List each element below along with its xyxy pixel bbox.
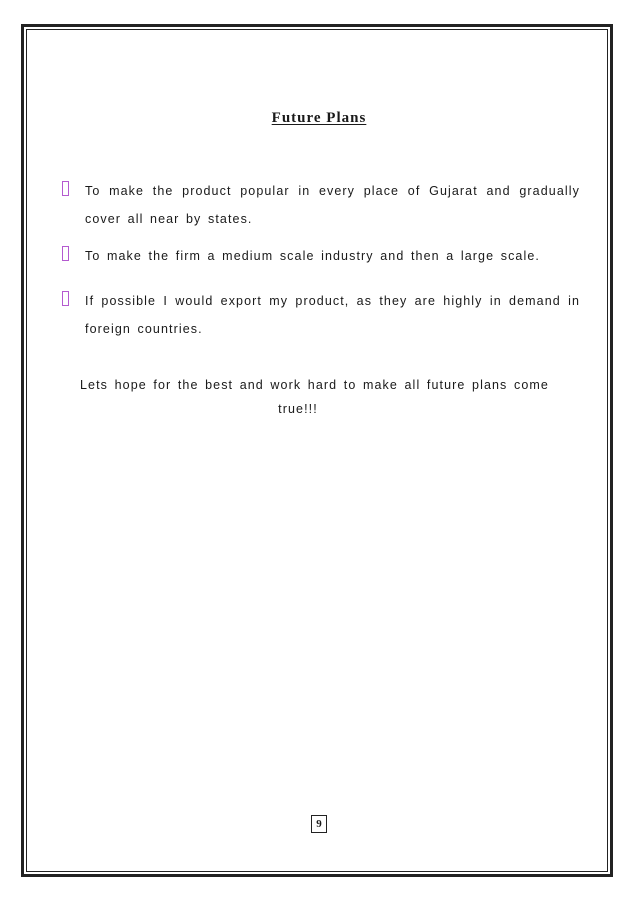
list-item-text: If possible I would export my product, as they are highly in demand in foreign countries. <box>85 294 580 336</box>
page-border-inner <box>26 29 608 872</box>
bullet-square-icon <box>62 181 69 196</box>
closing-paragraph <box>80 373 580 421</box>
closing-line-2: true!!! <box>278 402 318 416</box>
list-item-text: To make the firm a medium scale industry and then a large scale. <box>85 249 540 263</box>
page-title: Future Plans <box>271 110 367 126</box>
list-item-text: To make the product popular in every place of Gujarat and gradually cover all near by states. <box>85 184 580 226</box>
bullet-square-icon <box>62 291 69 306</box>
closing-line-1: Lets hope for the best and work hard to make all future plans come <box>80 378 549 392</box>
page-number: 9 <box>311 815 327 833</box>
bullet-square-icon <box>62 246 69 261</box>
